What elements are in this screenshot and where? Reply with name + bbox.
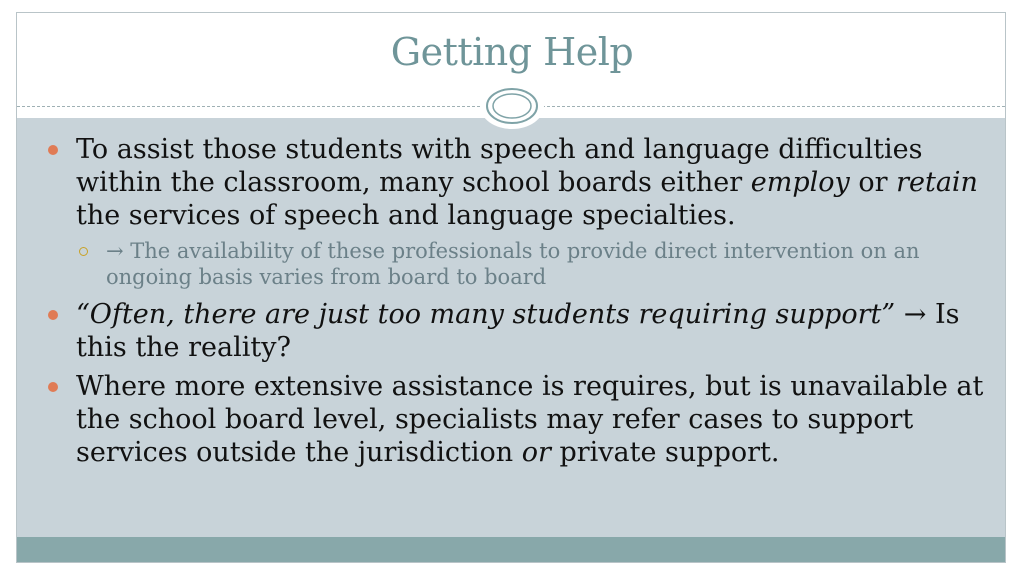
bullet-dot-icon bbox=[48, 145, 58, 155]
bullet-3-text-b: private support. bbox=[550, 437, 780, 468]
sub-bullet-item-1 bbox=[76, 238, 988, 290]
bullet-1-italic-retain: retain bbox=[896, 167, 978, 198]
bullet-item-1 bbox=[48, 133, 988, 232]
bullet-item-2 bbox=[48, 298, 988, 364]
bullet-dot-icon bbox=[48, 382, 58, 392]
bullet-1-text-a: To assist those students with speech and language difficulties within the classroom, many school boards either bbox=[76, 134, 923, 198]
bullet-1-text-c: the services of speech and language specialties. bbox=[76, 200, 736, 231]
bullet-2-quote: “Often, there are just too many students requiring support” bbox=[76, 299, 896, 330]
slide-title: Getting Help bbox=[390, 30, 634, 74]
bullet-3-text-a: Where more extensive assistance is requires, but is unavailable at the school board level, specialists may refer cases to support services outside the jurisdiction bbox=[76, 371, 984, 468]
bullet-2-text: Is this the reality? bbox=[76, 299, 960, 363]
footer-band bbox=[17, 537, 1005, 562]
ring-ornament-icon bbox=[478, 81, 546, 131]
sub-bullet-1-text: → The availability of these professionals to provide direct intervention on an ongoing basis varies from board to board bbox=[106, 239, 920, 289]
sub-bullet-ring-icon bbox=[79, 247, 88, 256]
bullet-2-arrow: → bbox=[895, 299, 935, 330]
bullet-item-3 bbox=[48, 370, 988, 469]
bullet-list bbox=[48, 133, 988, 475]
bullet-1-italic-employ: employ bbox=[750, 167, 850, 198]
bullet-dot-icon bbox=[48, 310, 58, 320]
bullet-3-italic-or: or bbox=[521, 437, 551, 468]
bullet-1-text-b: or bbox=[849, 167, 897, 198]
